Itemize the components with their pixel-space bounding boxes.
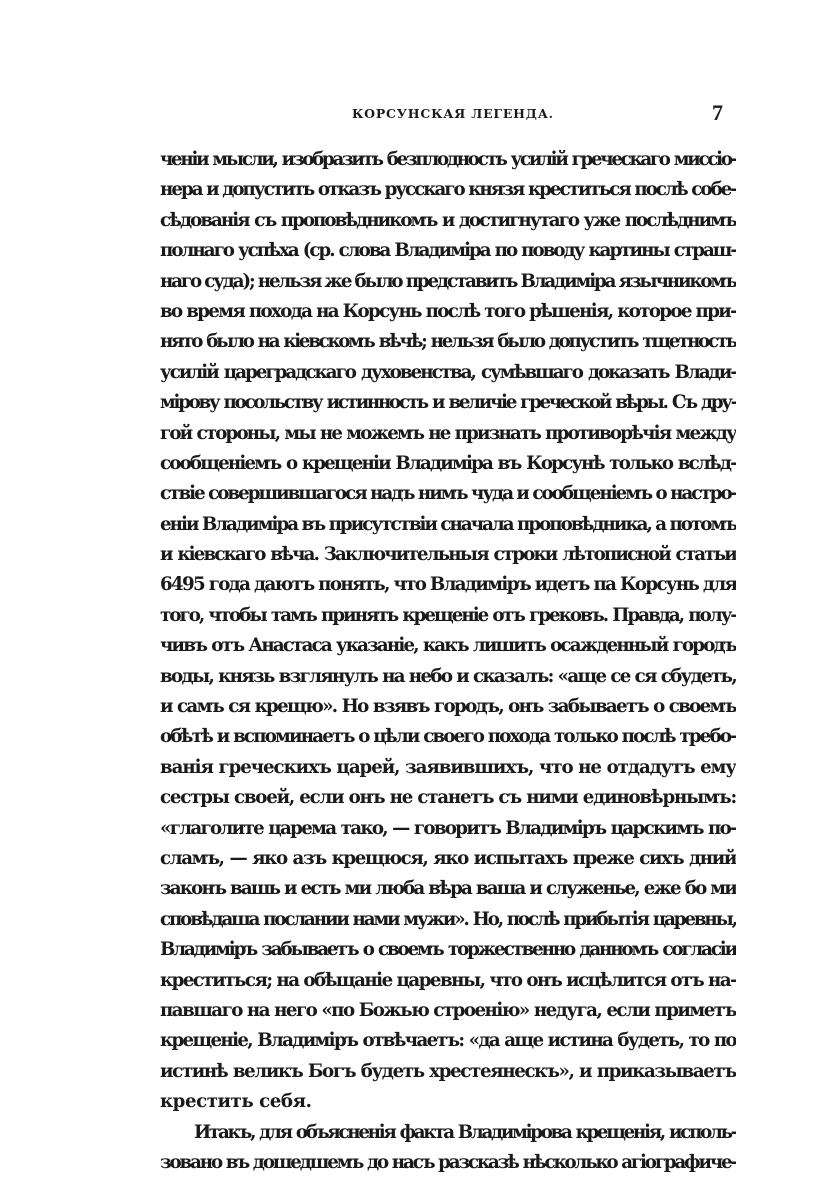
text-line: законъ вашь и есть ми люба вѣра ваша и служенье, еже бо ми	[160, 878, 736, 900]
text-line: воды, князь взглянулъ на небо и сказалъ: «аще се ся сбудеть,	[160, 665, 736, 687]
text-line: Владиміръ забываетъ о своемъ торжественно данномъ согласіи	[160, 939, 736, 961]
text-line: сообщеніемъ о крещеніи Владиміра въ Корсунѣ только вслѣд-	[160, 452, 736, 474]
text-line: 6495 года даютъ понять, что Владиміръ идетъ па Корсунь для	[160, 574, 736, 596]
text-line: ванія греческихъ царей, заявившихъ, что не отдадутъ ему	[160, 756, 736, 778]
text-line: павшаго на него «по Божью строенію» недуга, если приметъ	[160, 999, 736, 1021]
text-line: полнаго успѣха (ср. слова Владиміра по поводу картины страш-	[160, 240, 736, 262]
text-line: ченіи мысли, изобразить безплодность усилій греческаго миссіо-	[160, 149, 736, 170]
text-line: креститься; на обѣщаніе царевны, что онъ исцѣлится отъ на-	[160, 969, 736, 991]
text-line: зовано въ дошедшемъ до насъ разсказѣ нѣсколько агіографиче-	[160, 1151, 736, 1173]
text-line: сѣдованія съ проповѣдникомъ и достигнутаго уже послѣднимъ	[160, 209, 736, 231]
running-title: КОРСУНСКАЯ ЛЕГЕНДА.	[352, 106, 554, 121]
main-text	[160, 145, 736, 1178]
text-line: во время похода на Корсунь послѣ того рѣшенія, которое при-	[160, 300, 736, 322]
text-line: чивъ отъ Анастаса указаніе, какъ лишить осажденный городъ	[160, 635, 736, 657]
text-line: истинѣ великъ Богъ будеть хрестеянескъ», и приказываетъ	[160, 1060, 736, 1082]
text-line: «глаголите царема тако, — говоритъ Владиміръ царскимъ по-	[160, 817, 736, 839]
text-line: и самъ ся крещю». Но взявъ городъ, онъ забываетъ о своемъ	[160, 696, 736, 718]
text-line-paragraph-start: Итакъ, для объясненія факта Владимірова крещенія, исполь-	[194, 1121, 736, 1143]
text-line: еніи Владиміра въ присутствіи сначала проповѣдника, а потомъ	[160, 513, 736, 535]
text-line: нера и допустить отказъ русскаго князя креститься послѣ собе-	[160, 179, 736, 201]
text-line: и кіевскаго вѣча. Заключительныя строки лѣтописной статьи	[160, 544, 736, 566]
text-line: нято было на кіевскомъ вѣчѣ; нельзя было допустить тщетность	[160, 331, 736, 353]
text-line: сповѣдаша послании нами мужи». Но, послѣ прибытія царевны,	[160, 908, 736, 930]
page-number: 7	[712, 100, 723, 125]
text-line: усилій цареградскаго духовенства, сумѣвшаго доказать Влади-	[160, 361, 736, 383]
text-line: гой стороны, мы не можемъ не признать противорѣчія между	[160, 422, 736, 444]
text-line: наго суда); нельзя же было представить Владиміра язычникомъ	[160, 270, 736, 292]
text-line: мірову посольству истинность и величіе греческой вѣры. Съ дру-	[160, 392, 736, 414]
running-head	[0, 100, 840, 130]
text-line: сламъ, — яко азъ крещюся, яко испытахъ преже сихъ дний	[160, 847, 736, 869]
text-line: того, чтобы тамъ принять крещеніе отъ грековъ. Правда, полу-	[160, 604, 736, 626]
text-line: крещеніе, Владиміръ отвѣчаетъ: «да аще истина будеть, то по	[160, 1030, 736, 1052]
text-line: сестры своей, если онъ не станетъ съ ними единовѣрнымъ:	[160, 787, 736, 809]
text-line: ствіе совершившагося надъ нимъ чуда и сообщеніемъ о настро-	[160, 483, 736, 505]
text-line-paragraph-end: крестить себя.	[160, 1091, 312, 1113]
text-line: обѣтѣ и вспоминаетъ о цѣли своего похода только послѣ требо-	[160, 726, 736, 748]
